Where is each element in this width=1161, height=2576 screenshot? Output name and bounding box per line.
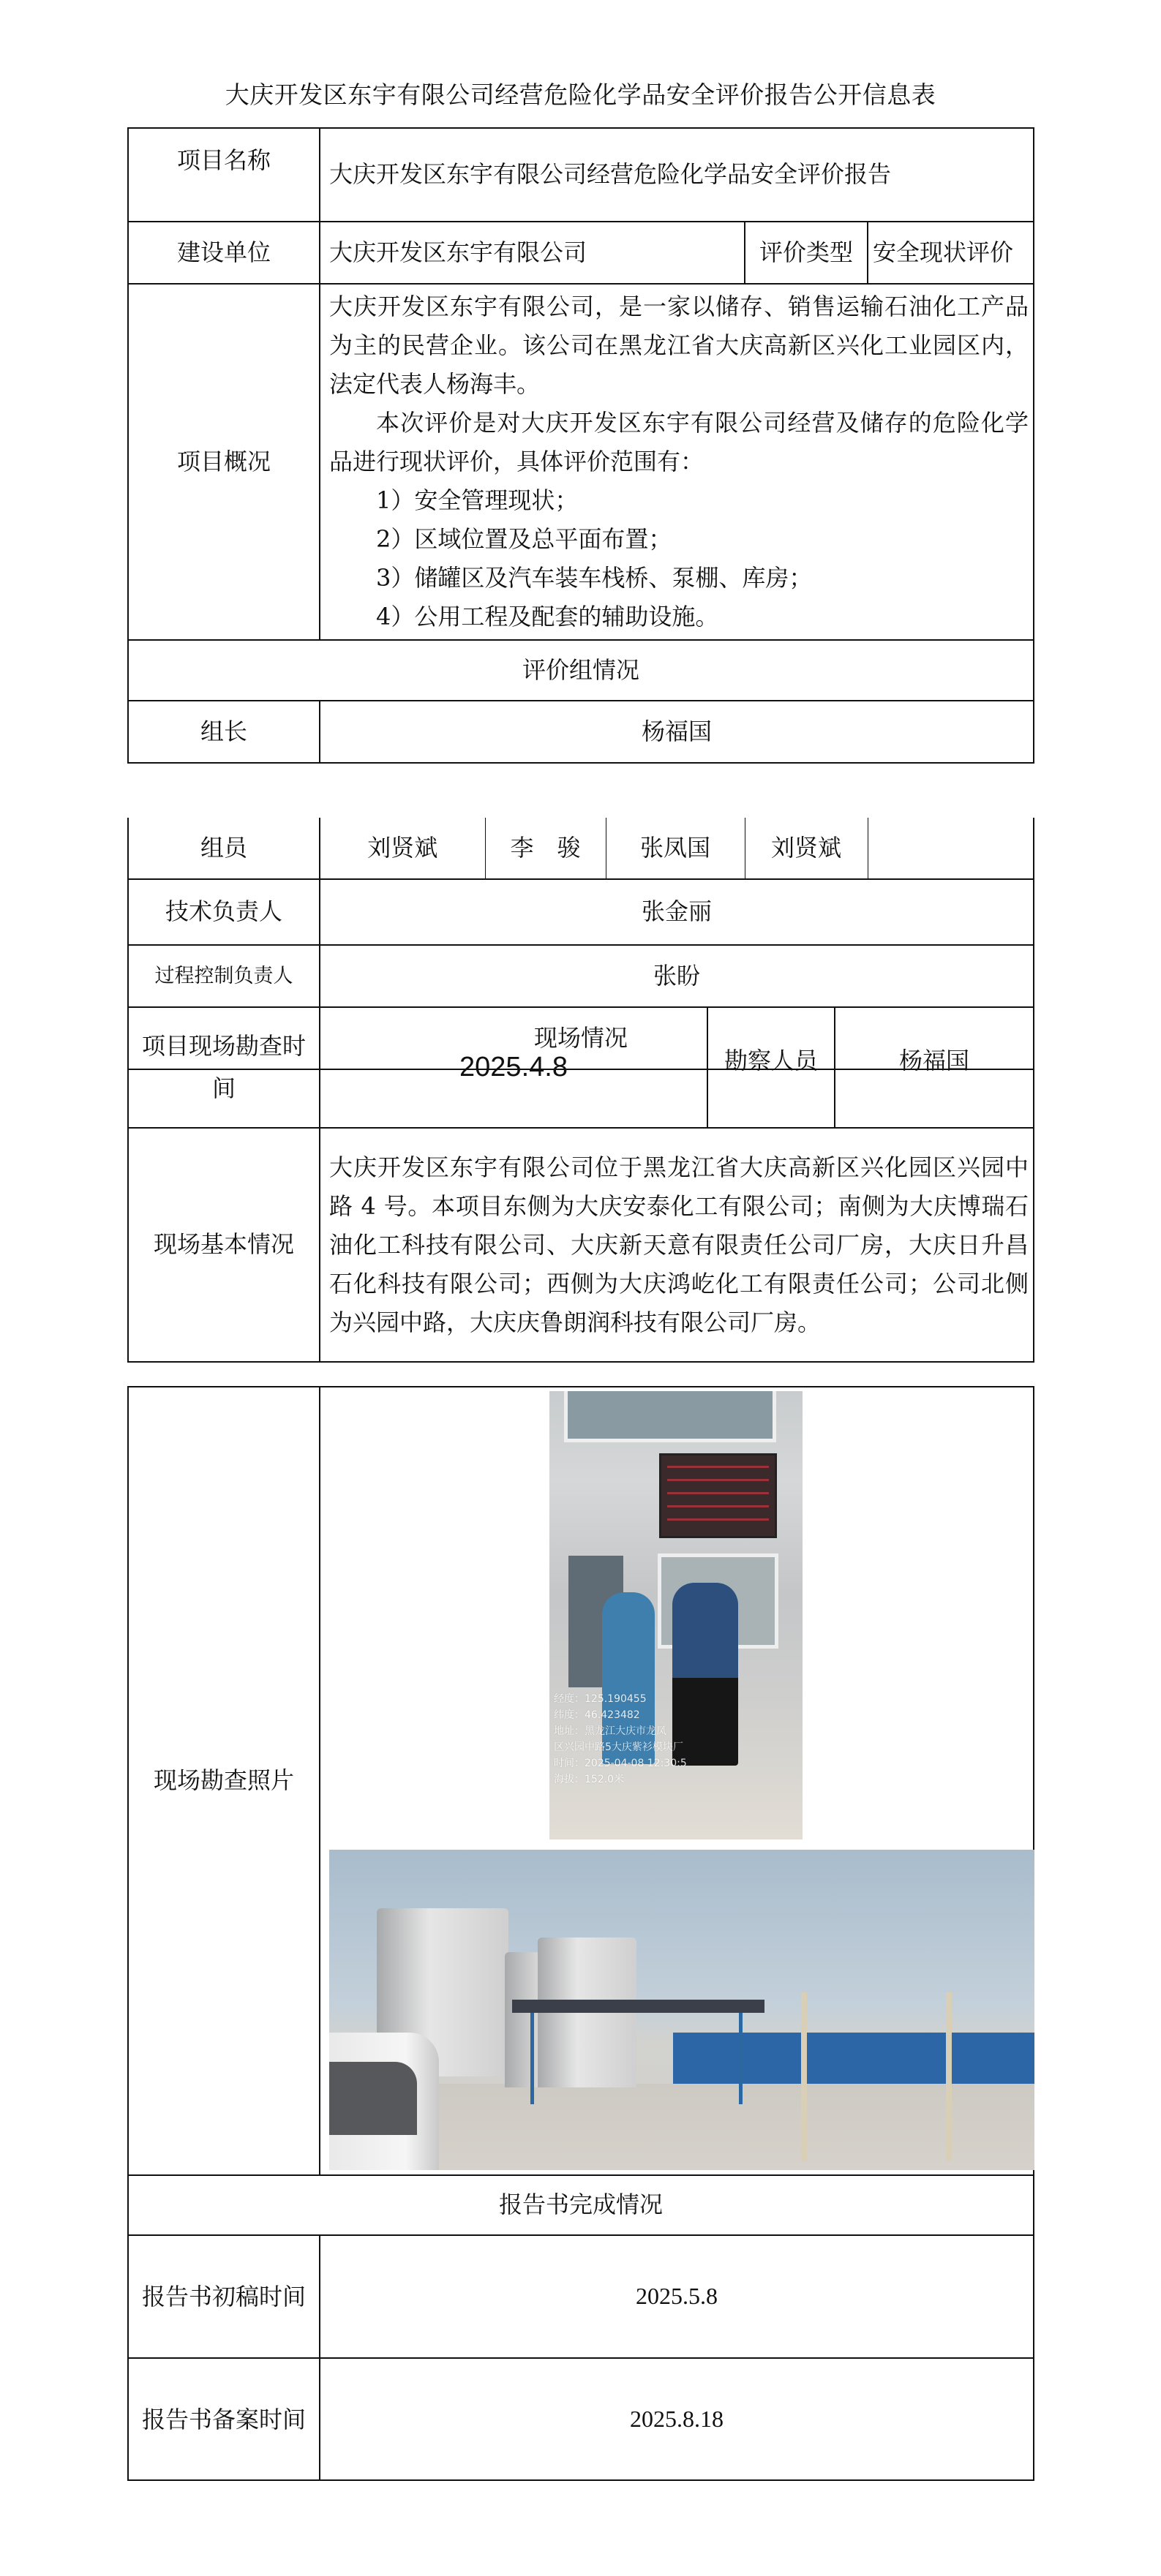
photo-geotag-overlay [554,1691,687,1788]
project-overview-label: 项目概况 [128,284,320,640]
loading-rack [801,1992,952,2161]
team-member-5 [868,818,1034,879]
survey-time-label: 项目现场勘查时间 [128,1007,320,1128]
team-member-1: 刘贤斌 [320,818,485,879]
team-leader-label: 组长 [128,701,320,763]
photo-time: 时间：2025-04-08 12:30:5 [554,1758,687,1769]
report-section-title: 报告书完成情况 [128,2175,1034,2235]
team-section-title: 评价组情况 [128,640,1034,701]
construction-unit-label: 建设单位 [128,222,320,284]
site-photo-tank-farm [329,1850,1034,2170]
survey-time-value: 2025.4.8 [320,1007,707,1128]
document-title: 大庆开发区东宇有限公司经营危险化学品安全评价报告公开信息表 [225,80,936,109]
evaluation-type-value: 安全现状评价 [868,222,1034,284]
team-member-4: 刘贤斌 [745,818,868,879]
site-basic-label: 现场基本情况 [128,1128,320,1362]
report-draft-time-label: 报告书初稿时间 [128,2235,320,2358]
technical-lead-value: 张金丽 [320,879,1034,945]
site-photos [320,1387,1034,2175]
led-board [659,1453,777,1538]
evaluation-type-label: 评价类型 [745,222,868,284]
photo-latitude: 纬度：46.423482 [554,1709,640,1721]
photo-altitude: 海拔：152.0米 [554,1774,625,1785]
process-control-lead-label: 过程控制负责人 [128,945,320,1007]
info-table-2 [127,1386,1034,2481]
team-member-2: 李 骏 [485,818,606,879]
pump-canopy [512,2000,764,2013]
report-filing-time-label: 报告书备案时间 [128,2358,320,2480]
project-overview [320,284,1034,640]
photo-longitude: 经度：125.190455 [554,1693,647,1705]
overview-paragraph-2: 本次评价是对大庆开发区东宇有限公司经营及储存的危险化学品进行现状评价，具体评价范围有： [329,409,1029,475]
overview-item-3: 3）储罐区及汽车装车栈桥、泵棚、库房； [376,564,813,592]
overview-paragraph-1: 大庆开发区东宇有限公司，是一家以储存、销售运输石油化工产品为主的民营企业。该公司在黑龙江省大庆高新区兴化工业园区内，法定代表人杨海丰。 [329,293,1029,398]
construction-unit-value: 大庆开发区东宇有限公司 [320,222,745,284]
photo-address-line-2: 区兴园中路5大庆紫衫模块厂 [554,1741,683,1753]
info-table-1 [127,127,1034,764]
report-draft-time-value: 2025.5.8 [320,2235,1034,2358]
site-table [127,1007,1034,1363]
photo-address-line-1: 地址：黑龙江大庆市龙凤 [554,1725,666,1737]
site-basic-value: 大庆开发区东宇有限公司位于黑龙江省大庆高新区兴化园区兴园中路 4 号。本项目东侧为大庆安泰化工有限公司；南侧为大庆博瑞石油化工科技有限公司、大庆新天意有限责任公司厂房，大庆日升昌石化科技有限公司；西侧为大庆鸿屹化工有限责任公司；公司北侧为兴园中路，大庆庆鲁朗润科技有限公司厂房。 [320,1128,1034,1362]
team-member-3: 张凤国 [606,818,745,879]
process-control-lead-value: 张盼 [320,945,1034,1007]
surveyor-value: 杨福国 [835,1007,1034,1128]
site-photo-office-building [549,1391,803,1839]
overview-item-4: 4）公用工程及配套的辅助设施。 [376,603,719,630]
project-name-label: 项目名称 [128,128,320,222]
overview-item-2: 2）区域位置及总平面布置； [376,525,672,553]
surveyor-label: 勘察人员 [707,1007,835,1128]
report-filing-time-value: 2025.8.18 [320,2358,1034,2480]
project-name-value: 大庆开发区东宇有限公司经营危险化学品安全评价报告 [320,128,1034,222]
site-section-title: 现场情况 [128,1007,1034,1069]
overview-item-1: 1）安全管理现状； [376,486,579,514]
site-photos-label: 现场勘查照片 [128,1387,320,2175]
team-members-label: 组员 [128,818,320,879]
technical-lead-label: 技术负责人 [128,879,320,945]
team-leader-value: 杨福国 [320,701,1034,763]
